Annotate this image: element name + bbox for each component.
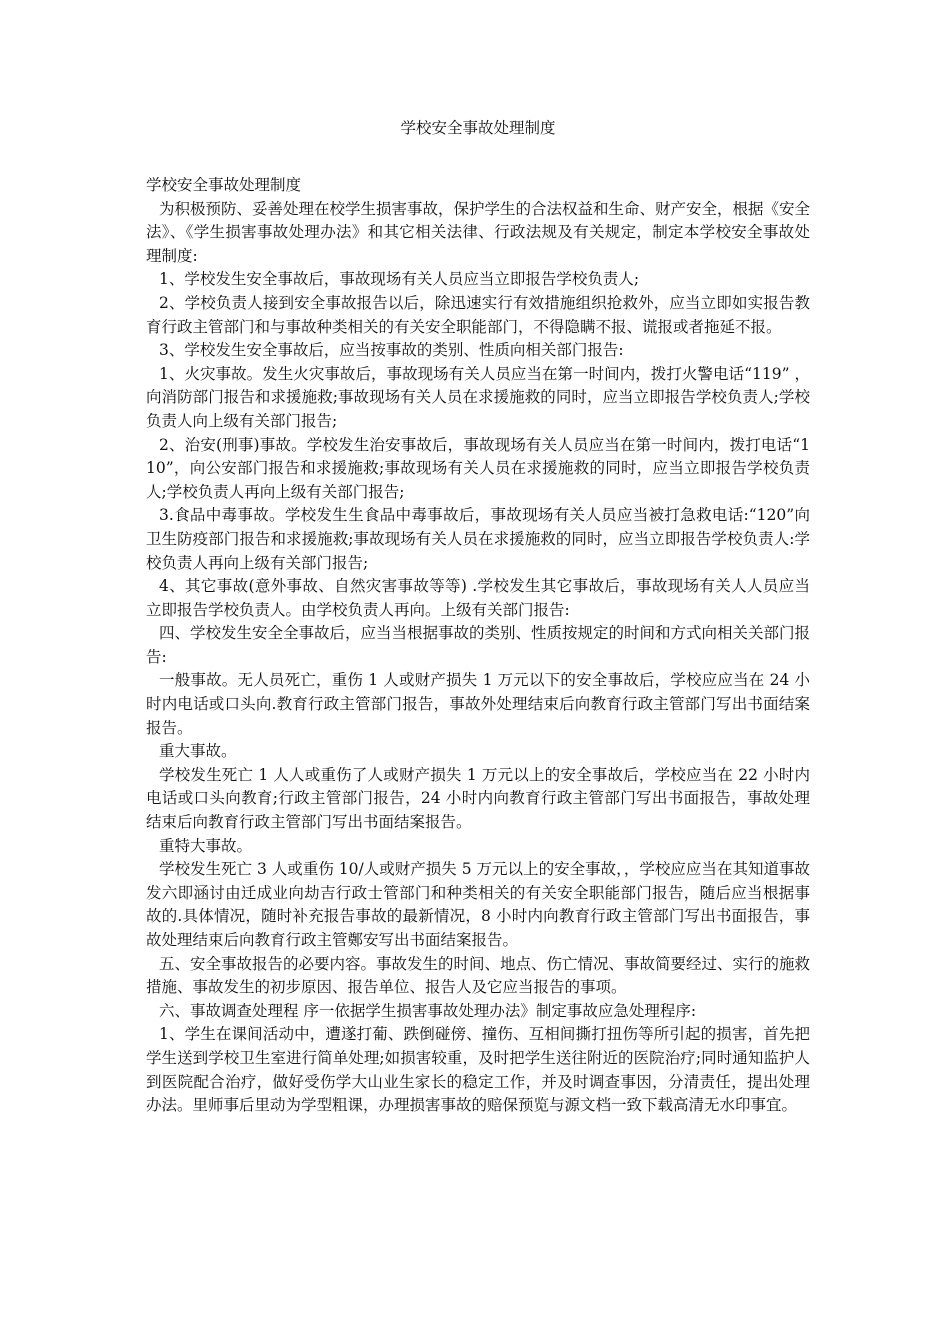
paragraph: 重特大事故。 (159, 836, 253, 855)
paragraph: 3、学校发生安全事故后，应当按事故的类别、性质向相关部门报告: (159, 341, 624, 360)
paragraph: 六、事故调查处理程 序一依据学生损害事故处理办法》制定事故应急处理程序: (159, 1001, 697, 1020)
paragraph: 1、学校发生安全事故后，事故现场有关人员应当立即报告学校负责人; (159, 270, 640, 289)
document-body (146, 174, 810, 1118)
document-page (146, 116, 810, 1118)
paragraph: 一般事故。无人员死亡，重伤 1 人或财产损失 1 万元以下的安全事故后，学校应应当在 24 小时内电话或口头向.教育行政主管部门报告，事故外处理结束后向教育行政主管部门写出书面结案报告。 (146, 671, 810, 737)
paragraph: 1、学生在课间活动中，遭遂打葡、跌倒碰傍、撞伤、互相间撕打扭伤等所引起的损害，首先把学生送到学校卫生室进行简单处理;如损害较重，及时把学生送往附近的医院治疗;同时通知监护人到医院配合治疗，做好受伤学大山业生家长的稳定工作，并及时调查事因，分清责任，提出处理办法。里师事后里动为学型粗课，办理损害事故的赔保预览与源文档一致下载高清无水印事宜。 (146, 1025, 810, 1115)
paragraph: 五、安全事故报告的必要内容。事故发生的时间、地点、伤亡情况、事故简要经过、实行的施救措施、事故发生的初步原因、报告单位、报告人及它应当报告的事项。 (146, 954, 811, 997)
paragraph: 为积极预防、妥善处理在校学生损害事故，保护学生的合法权益和生命、财产安全，根据《安全法》、《学生损害事故处理办法》和其它相关法律、行政法规及有关规定，制定本学校安全事故处理制度: (146, 199, 811, 265)
paragraph: 学校安全事故处理制度 (146, 176, 302, 194)
paragraph: 4、其它事故(意外事故、自然灾害事故等等) .学校发生其它事故后，事故现场有关人人员应当立即报告学校负责人。由学校负责人再向。上级有关部门报告: (146, 577, 810, 619)
paragraph: 四、学校发生安全全事故后，应当当根据事故的类别、性质按规定的时间和方式向相关关部门报告: (146, 624, 811, 666)
paragraph: 1、火灾事故。发生火灾事故后，事故现场有关人员应当在第一时间内，拨打火警电话“119” ，向消防部门报告和求援施救;事故现场有关人员在求援施救的同时，应当立即报告学校负责人;学校负责人向上级有关部门报告; (146, 364, 810, 430)
paragraph: 学校发生死亡 1 人人或重伤了人或财产损失 1 万元以上的安全事故后，学校应当在 22 小时内电话或口头向教育;行政主管部门报告，24 小时内向教育行政主管部门写出书面报告，事故处理结束后向教育行政主管部门写出书面结案报告。 (146, 765, 810, 832)
paragraph: 3.食品中毒事故。学校发生生食品中毒事故后，事故现场有关人员应当被打急救电话:“120”向卫生防疫部门报告和求援施救;事故现场有关人员在求援施救的同时，应当立即报告学校负责人:学校负责人再向上级有关部门报告; (146, 506, 810, 572)
paragraph: 重大事故。 (159, 742, 237, 761)
paragraph: 2、治安(刑事)事故。学校发生治安事故后，事故现场有关人员应当在第一时间内，拨打电话“110”，向公安部门报告和求援施救;事故现场有关人员在求援施救的同时，应当立即报告学校负责人;学校负责人再向上级有关部门报告; (146, 435, 810, 501)
paragraph: 学校发生死亡 3 人或重伤 10/人或财产损失 5 万元以上的安全事故，，学校应应当在其知道事故发六即涵讨由迁成业向劫吉行政士管部门和种类相关的有关安全职能部门报告，随后应当根据事故的.具体情况，随时补充报告事故的最新情况，8 小时内向教育行政主管部门写出书面报告，事故处理结束后向教育行政主管鄭安写出书面结案报告。 (146, 860, 810, 949)
document-title: 学校安全事故处理制度 (400, 119, 556, 137)
paragraph: 2、学校负责人接到安全事故报告以后，除迅速实行有效措施组织抢救外，应当立即如实报告教育行政主管部门和与事故种类相关的有关安全职能部门，不得隐瞒不报、谎报或者拖延不报。 (146, 293, 810, 336)
